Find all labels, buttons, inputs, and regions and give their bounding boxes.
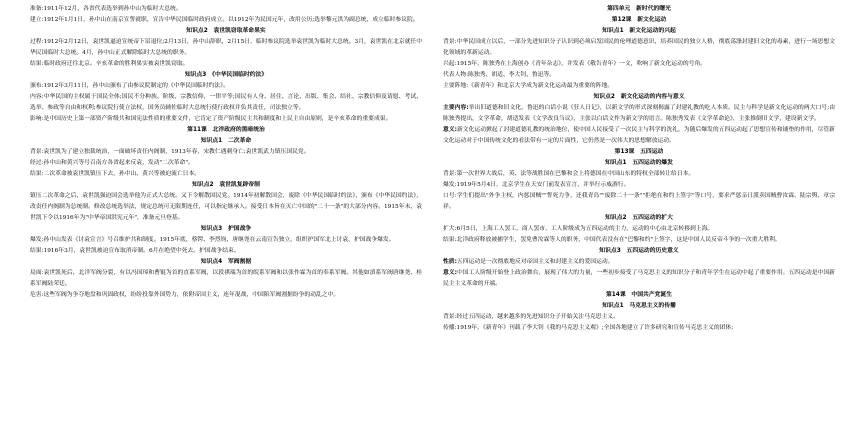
- paragraph-label: 意义:: [443, 270, 457, 276]
- paragraph-text: 传播:1919年，《新青年》刊载了李大钊《我的马克思主义观》;全国各地建立了许多研究和宣传马克思主义的团体;: [443, 325, 734, 331]
- paragraph-text: 结果:北洋政府释放被捕学生，罢免曹汝霖等人的职务，中国代表没有在"巴黎和约"上签字，这是中国人民反帝斗争的一次重大胜利。: [443, 237, 781, 243]
- paragraph: [443, 70, 835, 81]
- paragraph-text: 中国工人阶级开始登上政治舞台，展现了伟大的力量，一些初步接受了马克思主义的知识分子和青年学生在运动中起了重要作用。五四运动是中国新民主主义革命的开端。: [443, 270, 835, 287]
- paragraph-text: 知识点2 新文化运动的内容与意义: [593, 94, 685, 100]
- paragraph-text: 结果:临时政府迁往北京。辛亥革命的胜利果实被袁世凯窃取。: [30, 61, 189, 67]
- paragraph: [30, 92, 422, 114]
- paragraph-text: 新文化运动掀起了封建道德礼教的统治地位，使中国人民接受了一次民主与科学的洗礼，为随后爆发的五四运动起了思想宣传和铺垫的作用，尽管新文化运动对于中国传统文化的看法带有一定的片面性，它仍然是一次伟大的思想解放运动。: [443, 127, 835, 144]
- paragraph-text: 背景:中华民国成立以后，一部分先进知识分子认识到必须启发国民的伦理道德意识，培养国民的独立人格，彻底荡涤封建旧文化的毒素，进行一场思想文化领域的革新运动。: [443, 39, 835, 56]
- section-heading: [30, 70, 422, 81]
- paragraph-text: 镇压二次革命之后，袁世凯强迫国会选举他为正式大总统。又下令解散国民党。1914年初解散国会，废除《中华民国临时约法》，颁布《中华民国约法》，改责任内阁制为总统制。修改总统选举法，规定总统可无限期连任，可以指定继承人。接受日本旨在灭亡中国的"二十一条"的大部分内容。1915年末，袁世凯下令以1916年为"中华帝国洪宪元年"，准备元旦登基。: [30, 193, 422, 221]
- paragraph: [30, 4, 422, 15]
- paragraph: [443, 235, 835, 246]
- paragraph-text: 结果:1916年3月，袁世凯被迫宣布取消帝制。6月在绝望中死去。护国战争结束。: [30, 248, 240, 254]
- section-heading: [443, 4, 835, 15]
- paragraph: [443, 224, 835, 235]
- paragraph-text: 知识点1 五四运动的爆发: [605, 160, 673, 166]
- paragraph-text: 背景:经过五四运动，越来越多的先进知识分子开始关注马克思主义。: [443, 314, 619, 320]
- paragraph-text: 第11课 北洋政府的黑暗统治: [187, 127, 265, 133]
- section-heading: [30, 180, 422, 191]
- paragraph-text: 颁布:1912年3月11日，孙中山颁布了由参议院制定的《中华民国临时约法》。: [30, 83, 229, 89]
- paragraph: [30, 169, 422, 180]
- right-column: [443, 4, 835, 334]
- paragraph-text: 知识点1 马克思主义的传播: [602, 303, 676, 309]
- paragraph: [443, 180, 835, 191]
- paragraph-text: 知识点2 袁世凯复辟帝制: [192, 182, 260, 188]
- paragraph-text: 建立:1912年1月1日，孙中山在南京宣誓就职，宣告中华民国临时政府成立。以1912年为民国元年，改用公历;选举黎元洪为副总统，成立临时参议院。: [30, 17, 419, 23]
- paragraph-text: 第14课 中国共产党诞生: [605, 292, 673, 298]
- paragraph-text: 知识点1 二次革命: [200, 138, 252, 144]
- paragraph-text: 过程:1912年2月12日，袁世凯逼迫宣统帝下诏退位;2月13日，孙中山辞职，2月15日，临时参议院选举袁世凯为临时大总统。3月，袁世凯在北京就任中华民国临时大总统。4月，孙中山正式解除临时大总统的职务。: [30, 39, 422, 56]
- section-heading: [443, 290, 835, 301]
- paragraph-text: 知识点2 袁世凯窃取革命果实: [186, 28, 266, 34]
- section-heading: [443, 158, 835, 169]
- section-heading: [443, 92, 835, 103]
- paragraph: [443, 59, 835, 70]
- paragraph: [30, 37, 422, 59]
- paragraph-text: 知识点3 《中华民国临时约法》: [184, 72, 268, 78]
- paragraph: [443, 257, 835, 268]
- section-heading: [443, 301, 835, 312]
- section-heading: [30, 26, 422, 37]
- paragraph: [443, 103, 835, 125]
- paragraph-text: 兴起:1915年，陈独秀在上海创办《青年杂志》，并发表《敬告青年》一文，吹响了新文化运动的号角。: [443, 61, 707, 67]
- paragraph: [30, 147, 422, 158]
- paragraph-label: 意义:: [443, 127, 457, 133]
- paragraph: [30, 158, 422, 169]
- paragraph-text: 爆发:1919年5月4日，北京学生在天安门前发表宣言，并举行示威游行。: [443, 182, 630, 188]
- paragraph: [30, 15, 422, 26]
- section-heading: [30, 136, 422, 147]
- paragraph: [30, 191, 422, 224]
- paragraph: [30, 59, 422, 70]
- paragraph: [30, 235, 422, 246]
- paragraph: [30, 81, 422, 92]
- paragraph: [30, 114, 422, 125]
- paragraph-text: 五四运动是一次彻底地反对帝国主义和封建主义的爱国运动。: [456, 259, 614, 265]
- paragraph: [30, 290, 422, 301]
- paragraph-text: 爆发:孙中山发表《讨袁宣言》号召维护共和制度。1915年底，蔡锷、李烈钧、唐继尧在云南宣告独立，组织护国军北上讨袁，护国战争爆发。: [30, 237, 395, 243]
- section-heading: [443, 26, 835, 37]
- section-heading: [30, 257, 422, 268]
- paragraph-text: 代表人物:陈独秀、胡适、李大钊、鲁迅等。: [443, 72, 556, 78]
- paragraph: [443, 125, 835, 147]
- section-heading: [443, 147, 835, 158]
- paragraph: [443, 323, 835, 334]
- paragraph-text: 知识点3 护国战争: [200, 226, 252, 232]
- section-heading: [30, 125, 422, 136]
- paragraph-text: 经过:孙中山和黄兴等号召南方各省起来反袁，发动"二次革命"。: [30, 160, 194, 166]
- paragraph-text: 准备:1911年12月，各省代表选举到孙中山为临时大总统。: [30, 6, 182, 12]
- paragraph-label: 主要内容:: [443, 105, 469, 111]
- paragraph-label: 性质:: [443, 259, 457, 265]
- paragraph-text: 第13课 五四运动: [614, 149, 664, 155]
- paragraph: [443, 312, 835, 323]
- paragraph: [443, 268, 835, 290]
- paragraph-text: 内容:中华民国的主权属于国民全体;国民不分种族、阶级、宗教信仰，一律平等;国民有人身、居住、言论、出版、集会、结社、宗教信仰及请愿、考试、选举、参政等自由和权利;参议院行使立法权，国务员辅佐临时大总统行使行政权并负其责任，司法独立等。: [30, 94, 422, 111]
- paragraph: [30, 268, 422, 290]
- paragraph-text: 背景:第一次世界大战后，英、法等战胜国在巴黎和会上将德国在中国山东的特权全部转让给日本。: [443, 171, 695, 177]
- paragraph-text: 结果:二次革命被袁世凯镇压下去，孙中山、黄兴等被迫流亡日本。: [30, 171, 201, 177]
- paragraph-text: 口号:学生们提出"外争主权，内惩国贼""誓死力争，还我青岛""废除二十一条""拒绝在和约上签字"等口号，要求严惩亲日派卖国贼曹汝霖、陆宗舆、章宗祥。: [443, 193, 835, 210]
- paragraph-text: 局面:袁世凯死后，北洋军阀分裂，有以冯国璋和曹锟为首的直系军阀，以段祺瑞为首的皖系军阀和以张作霖为首的奉系军阀。其他如滇系军阀唐继尧、桂系军阀陆荣廷。: [30, 270, 422, 287]
- left-column: [30, 4, 422, 301]
- paragraph: [443, 169, 835, 180]
- paragraph-text: 知识点3 五四运动的历史意义: [599, 248, 679, 254]
- paragraph: [443, 37, 835, 59]
- paragraph-text: 影响:是中国历史上第一部资产阶级共和国宪法性质的重要文件，它肯定了资产阶级民主共和制度和上民主自由原则，是辛亥革命的重要成果。: [30, 116, 392, 122]
- paragraph-text: 知识点4 军阀割据: [200, 259, 252, 265]
- section-heading: [443, 246, 835, 257]
- paragraph-text: 第12课 新文化运动: [611, 17, 667, 23]
- section-heading: [443, 213, 835, 224]
- section-heading: [443, 15, 835, 26]
- paragraph-text: 知识点1 新文化运动的兴起: [602, 28, 676, 34]
- paragraph-text: 举出旧道德和旧文化，鲁迅的白话小说《狂人日记》，以新文学的形式深刻揭露了封建礼教的吃人本质。民主与科学是新文化运动的两大口号;由陈独秀提出，文学革命，胡适发表《文学改良刍议》，主张以白话文作为新文学的语言。陈独秀发表《文学革命论》，主张推倒旧文学，建设新文学。: [443, 105, 835, 122]
- paragraph: [443, 81, 835, 92]
- section-heading: [30, 224, 422, 235]
- paragraph-text: 背景:袁世凯为了建立独裁统治，一面破坏责任内阁制，1913年春，宋教仁遇刺身亡;袁世凯武力镇压国民党。: [30, 149, 310, 155]
- paragraph: [443, 191, 835, 213]
- paragraph-text: 扩大:6月5日，上海工人罢工，商人罢市，工人阶级成为五四运动的主力，运动的中心由北京转移到上海。: [443, 226, 714, 232]
- paragraph-text: 知识点2 五四运动的扩大: [605, 215, 673, 221]
- paragraph-text: 第四单元 新时代的曙光: [607, 6, 671, 12]
- paragraph-text: 危害:这些军阀为争夺地盘和巩固政权，纷纷投靠外国势力，依附帝国主义，连年混战，中国陷军阀割据纷争的动乱之中。: [30, 292, 340, 298]
- paragraph-text: 主要阵地:《新青年》和北京大学成为新文化运动最为重要的阵地。: [443, 83, 614, 89]
- paragraph: [30, 246, 422, 257]
